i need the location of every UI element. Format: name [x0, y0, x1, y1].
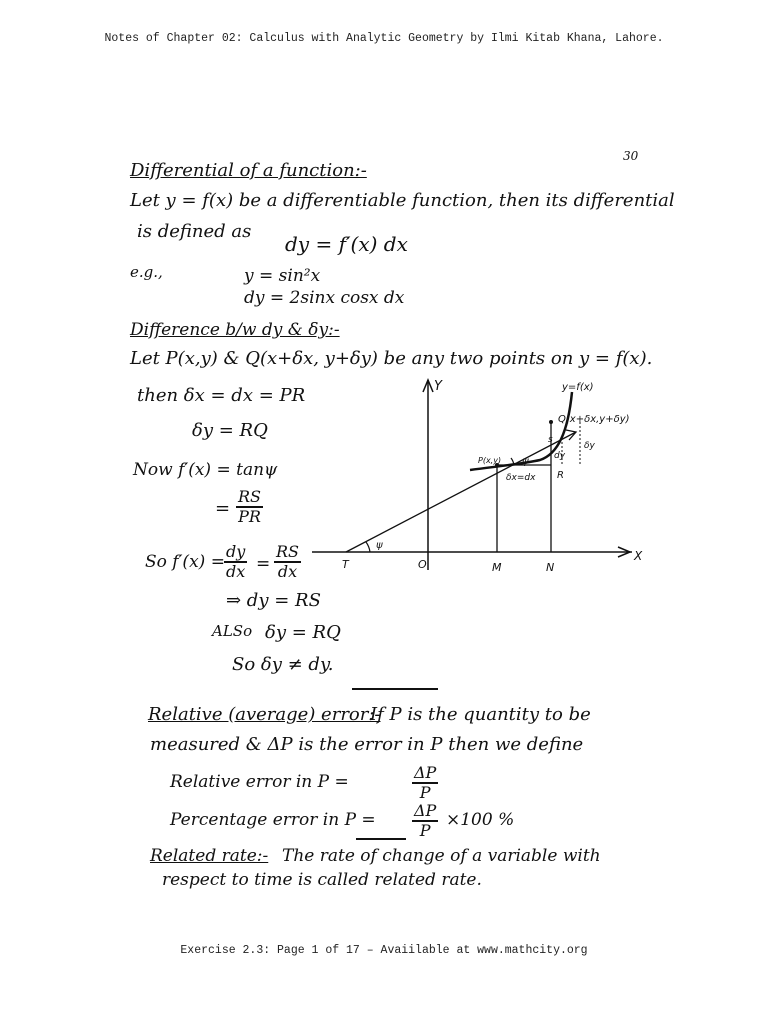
text-line: is defined as [137, 221, 252, 242]
section-heading-relative-error: Relative (average) error:- [148, 704, 381, 725]
fraction-denominator: dx [277, 562, 298, 581]
formula-suffix: ×100 % [446, 810, 515, 830]
formula-line: δy = RQ [192, 420, 268, 441]
tangent-diagram [300, 370, 643, 585]
curve-label: y=f(x) [562, 382, 594, 393]
fraction-denominator: P [419, 821, 431, 840]
t-label: T [342, 558, 349, 571]
eg-label: e.g., [130, 263, 163, 281]
fraction-numerator: ΔP [414, 763, 437, 782]
x-axis-label: X [634, 549, 643, 563]
dx-label: δx=dx [506, 473, 536, 483]
n-label: N [546, 561, 555, 574]
text-line: respect to time is called related rate. [162, 870, 482, 890]
fraction-rs-pr [236, 488, 263, 526]
page-header: Notes of Chapter 02: Calculus with Analytic Geometry by Ilmi Kitab Khana, Lahore. [104, 32, 664, 45]
text-line: Let y = f(x) be a differentiable function, then its differential [130, 190, 675, 211]
fraction-rs-dx [274, 543, 301, 581]
text-line: Let P(x,y) & Q(x+δx, y+δy) be any two points on y = f(x). [130, 348, 653, 369]
point-q-label: Q(x+δx,y+δy) [558, 414, 630, 425]
fraction-numerator: RS [276, 542, 300, 561]
m-label: M [492, 561, 502, 574]
text-line: The rate of change of a variable with [282, 846, 601, 866]
deltay-label: δy [584, 441, 595, 451]
point-p-label: P(x,y) [478, 456, 502, 465]
underline-divider [356, 838, 406, 840]
page-footer: Exercise 2.3: Page 1 of 17 – Avaiilable at www.mathcity.org [180, 944, 588, 957]
fraction-denominator: dx [226, 562, 246, 581]
also-label: ALSo [212, 622, 253, 640]
page-number: 30 [623, 149, 639, 163]
fraction-percentage-error [412, 802, 438, 840]
formula-line: then δx = dx = PR [137, 385, 306, 406]
eq-sign: = [256, 554, 271, 574]
formula-label: Relative error in P = [170, 772, 349, 792]
section-heading-difference: Difference b/w dy & δy:- [130, 320, 340, 340]
formula-example: y = sin²x [244, 266, 321, 286]
fraction-denominator: PR [238, 507, 261, 526]
psi-label-t: ψ [376, 540, 383, 551]
angle-arc-t [366, 542, 370, 552]
fraction-relative-error [412, 764, 438, 802]
text-line: measured & ΔP is the error in P then we define [150, 734, 584, 755]
fraction-numerator: ΔP [414, 801, 437, 820]
formula-label: Percentage error in P = [170, 810, 376, 830]
dy-label: dy [554, 451, 566, 461]
fraction-numerator: dy [226, 542, 246, 561]
formula-line: ⇒ dy = RS [226, 590, 321, 611]
formula-differential: dy = f′(x) dx [285, 232, 408, 256]
section-heading-differential: Differential of a function:- [130, 160, 367, 181]
r-label: R [557, 470, 564, 481]
y-axis-label: Y [434, 379, 442, 394]
fraction-dy-dx [224, 543, 247, 581]
fraction-numerator: RS [238, 487, 262, 506]
text-line: If P is the quantity to be [370, 704, 591, 725]
fraction-denominator: P [419, 783, 431, 802]
formula-line: δy = RQ [265, 622, 341, 643]
tangent-line [346, 432, 576, 552]
psi-label-p: ψ [522, 456, 529, 467]
formula-line: So f′(x) = [145, 552, 225, 572]
o-label: O [418, 558, 427, 571]
formula-example: dy = 2sinx cosx dx [244, 288, 405, 308]
formula-line: Now f′(x) = tanψ [133, 460, 278, 480]
s-label: s [548, 435, 553, 445]
point-q [549, 420, 553, 424]
section-heading-related-rate: Related rate:- [150, 846, 269, 866]
formula-conclusion: So δy ≠ dy. [232, 654, 334, 675]
eq-sign: = [215, 498, 231, 519]
section-divider [352, 688, 438, 690]
